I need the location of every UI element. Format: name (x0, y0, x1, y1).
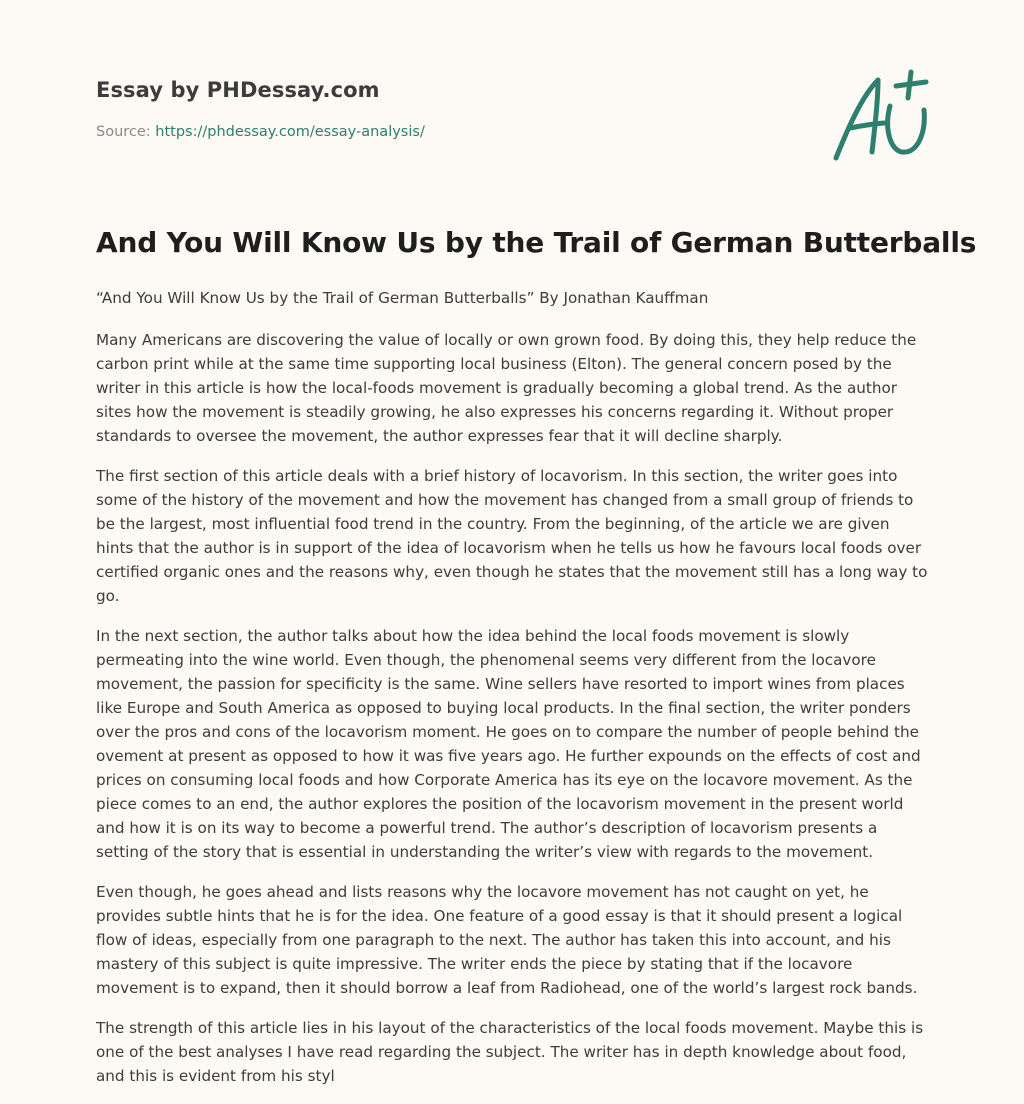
article-paragraph: The strength of this article lies in his layout of the characteristics of the local foods movement. Maybe this is one of the best analyses I have read regarding the subject. The writer has in depth knowledge about food, and this is evident from his styl (96, 1019, 924, 1085)
source-link[interactable]: https://phdessay.com/essay-analysis/ (155, 124, 425, 140)
source-label: Source: (96, 124, 151, 140)
article-byline: “And You Will Know Us by the Trail of German Butterballs” By Jonathan Kauffman (96, 289, 709, 307)
article-title: And You Will Know Us by the Trail of German Butterballs (96, 226, 977, 259)
article-body (96, 286, 930, 1104)
page-header (96, 0, 928, 200)
article-paragraph: Many Americans are discovering the value of locally or own grown food. By doing this, they help reduce the carbon print while at the same time supporting local business (Elton). The general concern posed by the writer in this article is how the local-foods movement is gradually becoming a global trend. As the author sites how the movement is steadily growing, he also expresses his concerns regarding it. Without proper standards to oversee the movement, the author expresses fear that it will decline sharply. (96, 331, 917, 445)
article-paragraph: In the next section, the author talks about how the idea behind the local foods movement is slowly permeating into the wine world. Even though, the phenomenal seems very different from the locavore movement, the passion for specificity is the same. Wine sellers have resorted to import wines from places like Europe and South America as opposed to buying local products. In the final section, the writer ponders over the pros and cons of the locavorism moment. He goes on to compare the number of people behind the ovement at present as opposed to how it was five years ago. He further expounds on the effects of cost and prices on consuming local foods and how Corporate America has its eye on the locavore movement. As the piece comes to an end, the author explores the position of the locavorism movement in the present world and how it is on its way to become a powerful trend. The author’s description of locavorism presents a setting of the story that is essential in understanding the writer’s view with regards to the movement. (96, 627, 921, 861)
source-line (96, 124, 425, 140)
a-plus-grade-icon (828, 66, 932, 166)
site-brand: Essay by PHDessay.com (96, 78, 380, 102)
article-paragraph: Even though, he goes ahead and lists reasons why the locavore movement has not caught on yet, he provides subtle hints that he is for the idea. One feature of a good essay is that it should present a logical flow of ideas, especially from one paragraph to the next. The author has taken this into account, and his mastery of this subject is quite impressive. The writer ends the piece by stating that if the locavore movement is to expand, then it should borrow a leaf from Radiohead, one of the world’s largest rock bands. (96, 883, 918, 997)
article-paragraph: The first section of this article deals with a brief history of locavorism. In this section, the writer goes into some of the history of the movement and how the movement has changed from a small group of friends to be the largest, most influential food trend in the country. From the beginning, of the article we are given hints that the author is in support of the idea of locavorism when he tells us how he favours local foods over certified organic ones and the reasons why, even though he states that the movement still has a long way to go. (96, 467, 928, 605)
